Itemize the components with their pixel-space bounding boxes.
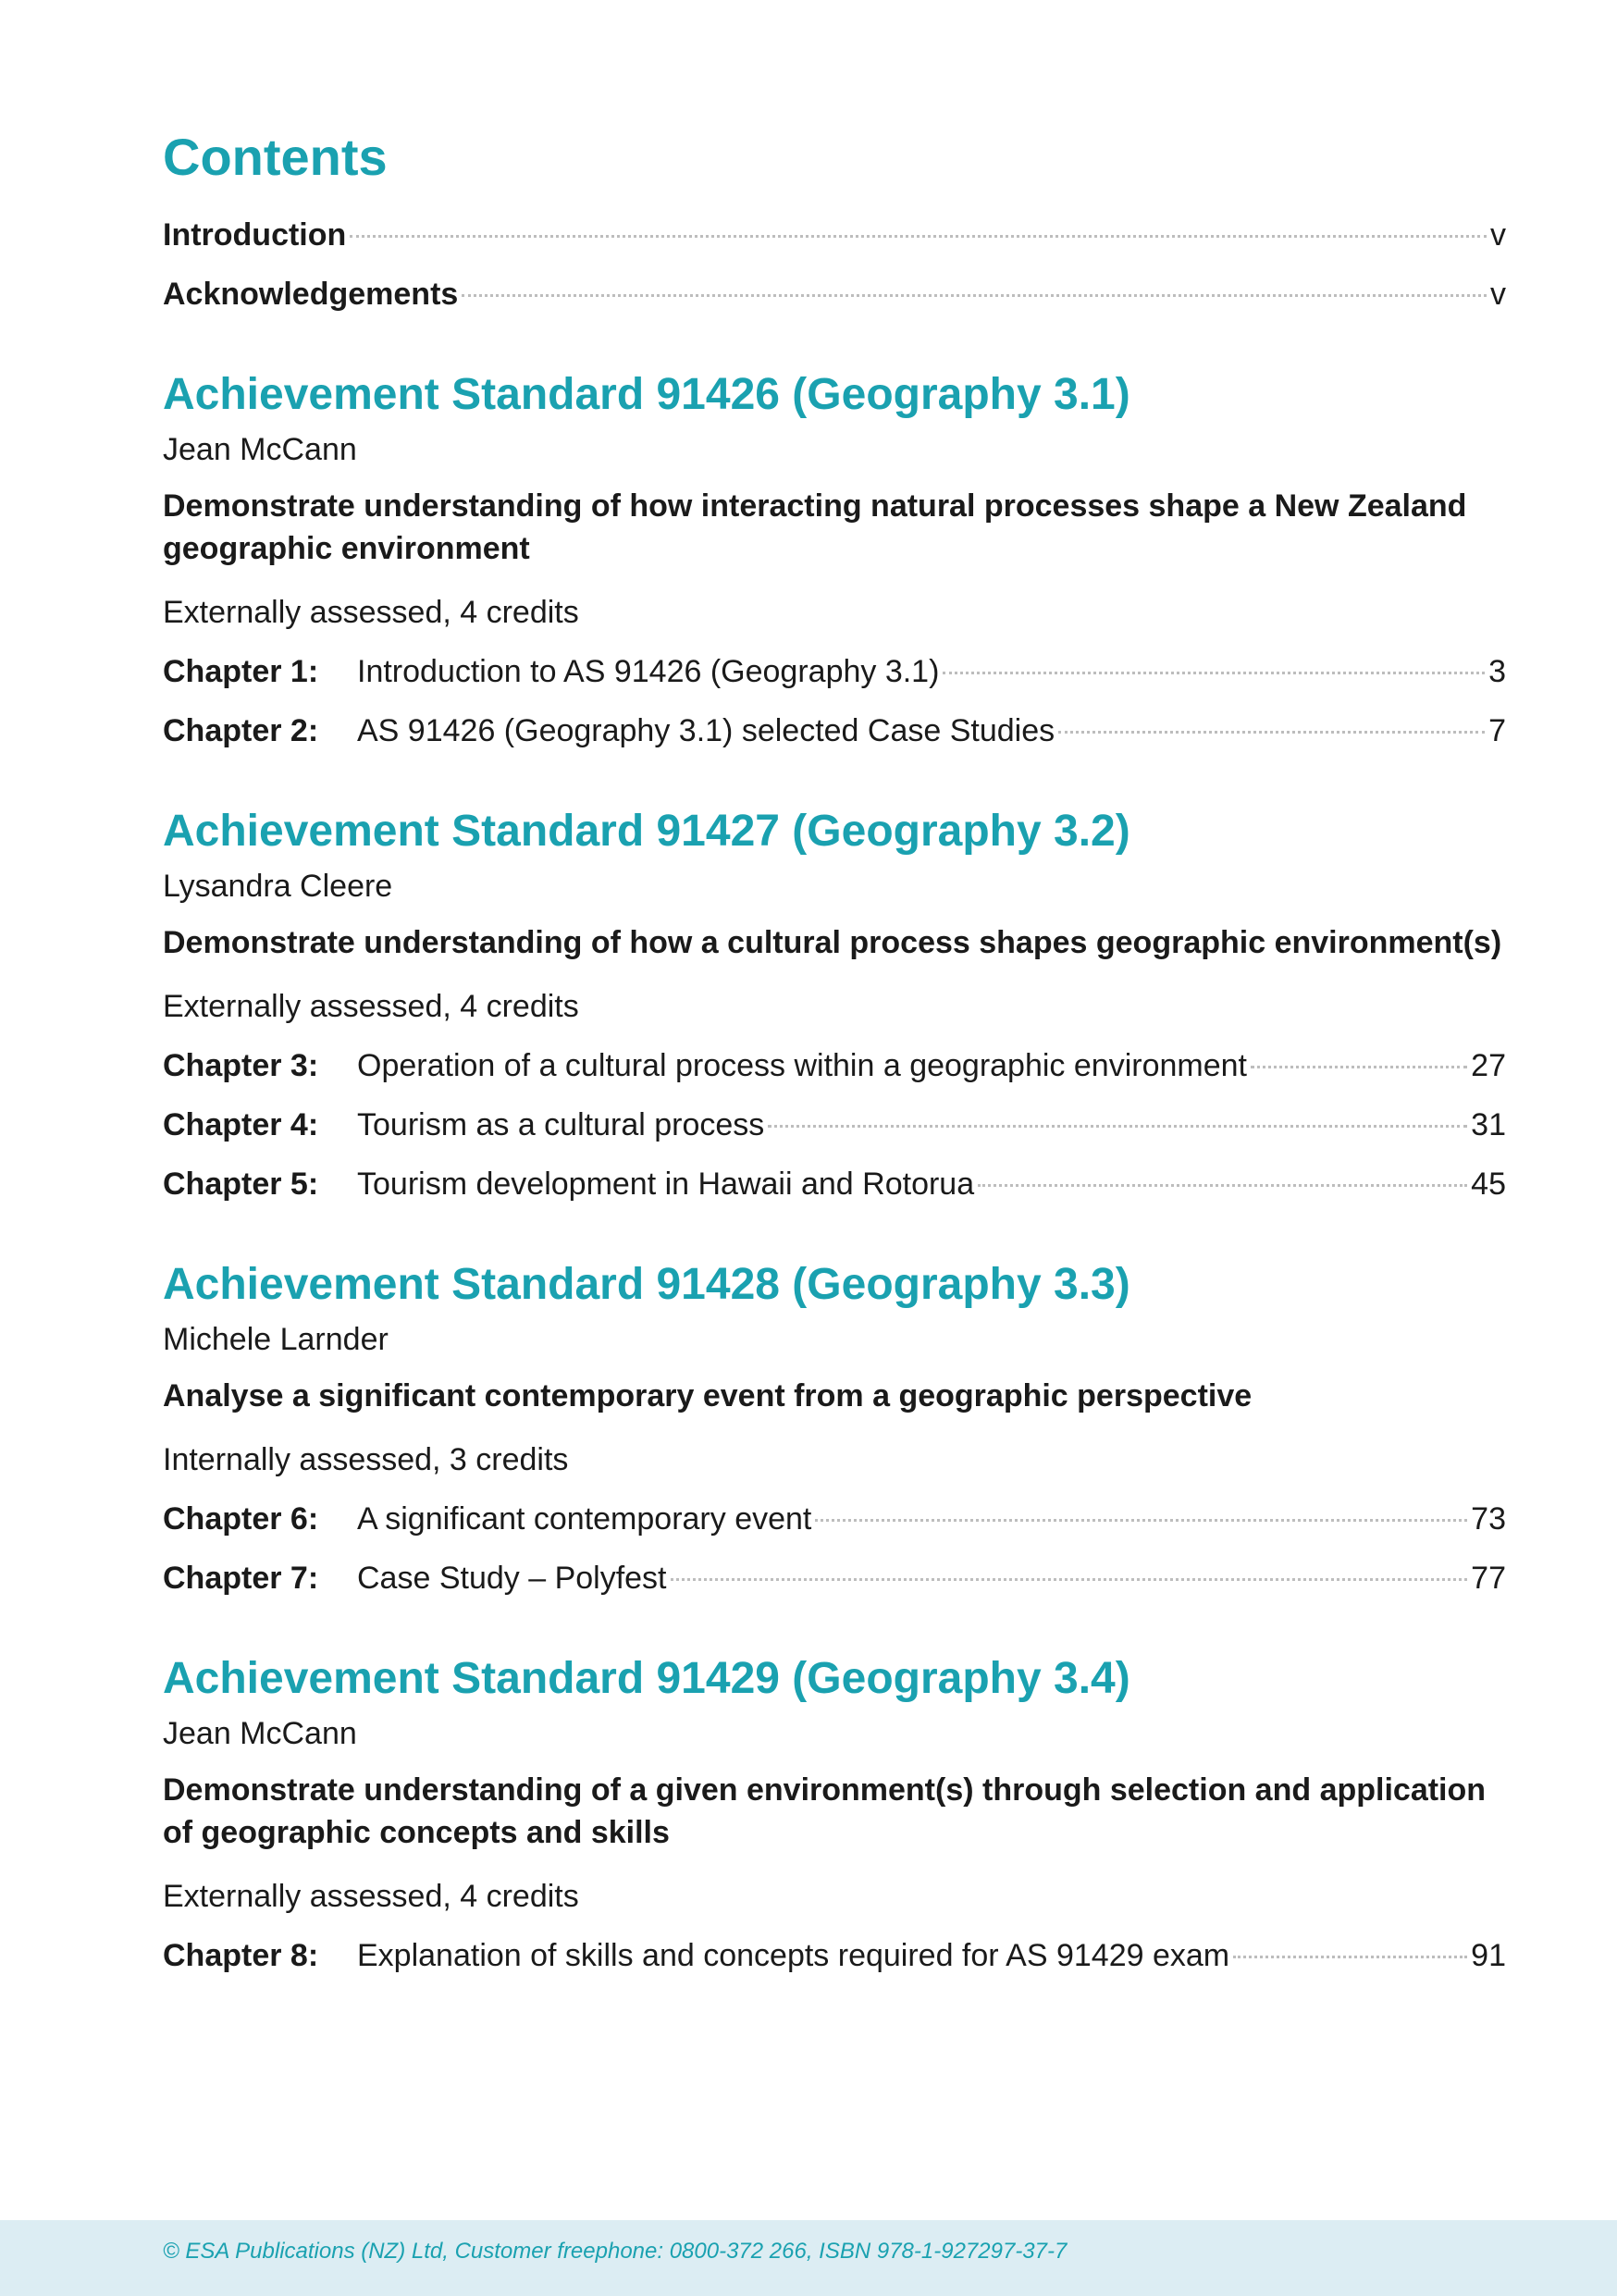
toc-page-number: v xyxy=(1490,217,1506,253)
dot-leader xyxy=(462,294,1487,297)
section-as-91427 xyxy=(163,801,1506,1214)
section-as-91426 xyxy=(163,364,1506,760)
toc-entry-chapter-6[interactable] xyxy=(163,1489,1506,1549)
chapter-title: Introduction to AS 91426 (Geography 3.1) xyxy=(357,654,940,689)
section-author: Lysandra Cleere xyxy=(163,869,393,904)
chapter-title: Operation of a cultural process within a geographic environment xyxy=(357,1048,1247,1083)
chapter-title: Tourism development in Hawaii and Rotorua xyxy=(357,1167,975,1202)
chapter-label: Chapter 4: xyxy=(163,1107,319,1142)
section-title: Achievement Standard 91427 (Geography 3.2) xyxy=(163,807,1130,856)
dot-leader xyxy=(768,1125,1467,1128)
chapter-title: Explanation of skills and concepts required for AS 91429 exam xyxy=(357,1938,1230,1973)
section-description: Demonstrate understanding of how interacting natural processes shape a New Zealand geographic environment xyxy=(163,488,1467,566)
toc-entry-acknowledgements[interactable] xyxy=(163,265,1506,324)
section-as-91428 xyxy=(163,1254,1506,1608)
chapter-label: Chapter 7: xyxy=(163,1561,319,1596)
toc-entry-chapter-5[interactable] xyxy=(163,1154,1506,1214)
section-title: Achievement Standard 91428 (Geography 3.3) xyxy=(163,1260,1130,1309)
toc-entry-chapter-8[interactable] xyxy=(163,1926,1506,1985)
section-author: Michele Larnder xyxy=(163,1322,389,1357)
chapter-label: Chapter 6: xyxy=(163,1501,319,1537)
dot-leader xyxy=(943,672,1485,674)
section-as-91429 xyxy=(163,1648,1506,1985)
dot-leader xyxy=(1251,1066,1467,1068)
section-description: Demonstrate understanding of a given environment(s) through selection and application of geographic concepts and skills xyxy=(163,1772,1487,1850)
section-assessment: Internally assessed, 3 credits xyxy=(163,1442,569,1477)
chapter-title: AS 91426 (Geography 3.1) selected Case Studies xyxy=(357,713,1055,748)
dot-leader xyxy=(350,235,1487,238)
chapter-title: A significant contemporary event xyxy=(357,1501,812,1537)
contents-page xyxy=(163,120,1506,1985)
dot-leader xyxy=(671,1578,1468,1581)
chapter-label: Chapter 3: xyxy=(163,1048,319,1083)
chapter-title: Case Study – Polyfest xyxy=(357,1561,667,1596)
toc-page-number: 77 xyxy=(1471,1561,1506,1596)
toc-entry-label: Acknowledgements xyxy=(163,277,459,312)
front-matter xyxy=(163,205,1506,324)
dot-leader xyxy=(1058,731,1485,734)
toc-page-number: 73 xyxy=(1471,1501,1506,1537)
toc-entry-label: Introduction xyxy=(163,217,347,253)
toc-page-number: 3 xyxy=(1488,654,1506,689)
toc-page-number: 7 xyxy=(1488,713,1506,748)
dot-leader xyxy=(1233,1956,1467,1958)
toc-entry-chapter-4[interactable] xyxy=(163,1095,1506,1154)
footer-copyright: © ESA Publications (NZ) Ltd, Customer freephone: 0800-372 266, ISBN 978-1-927297-37-7 xyxy=(163,2239,1068,2264)
section-description: Demonstrate understanding of how a cultural process shapes geographic environment(s) xyxy=(163,925,1502,960)
toc-page-number: 91 xyxy=(1471,1938,1506,1973)
toc-page-number: 27 xyxy=(1471,1048,1506,1083)
toc-entry-chapter-3[interactable] xyxy=(163,1036,1506,1095)
section-description: Analyse a significant contemporary event from a geographic perspective xyxy=(163,1378,1253,1413)
chapter-label: Chapter 1: xyxy=(163,654,319,689)
chapter-label: Chapter 2: xyxy=(163,713,319,748)
chapter-label: Chapter 5: xyxy=(163,1167,319,1202)
section-assessment: Externally assessed, 4 credits xyxy=(163,1879,579,1914)
section-author: Jean McCann xyxy=(163,432,357,467)
page-title: Contents xyxy=(163,128,388,186)
section-author: Jean McCann xyxy=(163,1716,357,1751)
section-title: Achievement Standard 91429 (Geography 3.4) xyxy=(163,1654,1130,1703)
dot-leader xyxy=(815,1519,1467,1522)
toc-entry-chapter-7[interactable] xyxy=(163,1549,1506,1608)
toc-entry-chapter-1[interactable] xyxy=(163,642,1506,701)
toc-page-number: 31 xyxy=(1471,1107,1506,1142)
chapter-label: Chapter 8: xyxy=(163,1938,319,1973)
toc-entry-chapter-2[interactable] xyxy=(163,701,1506,760)
toc-page-number: v xyxy=(1490,277,1506,312)
section-assessment: Externally assessed, 4 credits xyxy=(163,595,579,630)
toc-page-number: 45 xyxy=(1471,1167,1506,1202)
chapter-title: Tourism as a cultural process xyxy=(357,1107,765,1142)
section-assessment: Externally assessed, 4 credits xyxy=(163,989,579,1024)
toc-entry-introduction[interactable] xyxy=(163,205,1506,265)
page-footer xyxy=(0,2220,1617,2296)
section-title: Achievement Standard 91426 (Geography 3.1) xyxy=(163,370,1130,419)
dot-leader xyxy=(978,1184,1467,1187)
